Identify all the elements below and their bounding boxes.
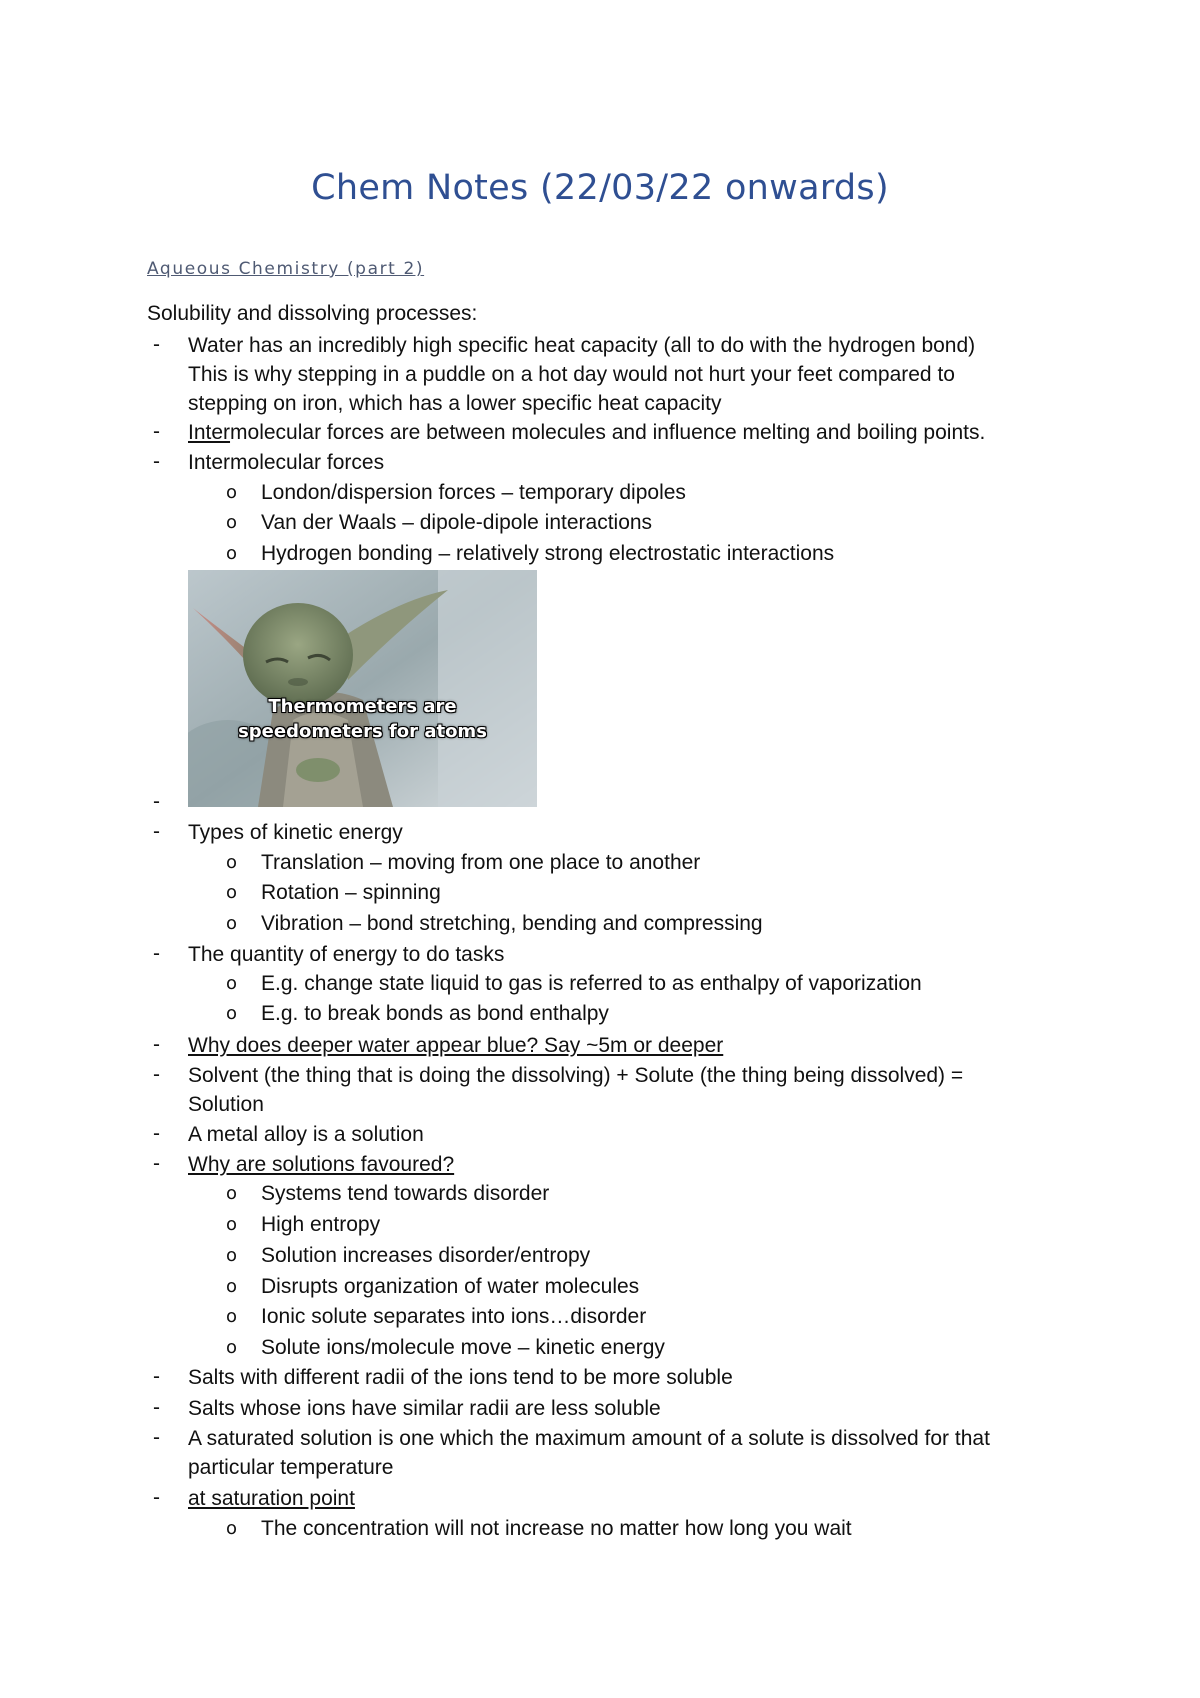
dash-marker: -	[153, 1063, 160, 1086]
underlined-prefix: Inter	[188, 421, 231, 444]
dash-marker: -	[153, 420, 160, 443]
page-title: Chem Notes (22/03/22 onwards)	[311, 168, 889, 208]
meme-caption-line: Thermometers are	[268, 696, 457, 717]
sub-list-item: Hydrogen bonding – relatively strong electrostatic interactions	[261, 542, 835, 565]
sub-list-item: Van der Waals – dipole-dipole interactions	[261, 511, 653, 534]
list-item: Types of kinetic energy	[188, 821, 403, 844]
bullet-marker: o	[226, 1183, 238, 1204]
dash-marker: -	[153, 333, 160, 356]
meme-caption	[188, 694, 537, 744]
bullet-marker: o	[226, 543, 238, 564]
dash-marker: -	[153, 1486, 160, 1509]
meme-image	[188, 570, 537, 807]
dash-marker: -	[153, 1033, 160, 1056]
bullet-marker: o	[226, 852, 238, 873]
sub-list-item: High entropy	[261, 1213, 381, 1236]
list-item: Intermolecular forces	[188, 451, 385, 474]
sub-list-item: Systems tend towards disorder	[261, 1182, 550, 1205]
list-item-underlined: Why are solutions favoured?	[188, 1153, 455, 1176]
meme-caption-line: speedometers for atoms	[238, 721, 487, 742]
sub-list-item: The concentration will not increase no matter how long you wait	[261, 1517, 852, 1540]
list-item: Salts whose ions have similar radii are less soluble	[188, 1397, 661, 1420]
baby-yoda-illustration	[188, 570, 537, 807]
sub-list-item: E.g. to break bonds as bond enthalpy	[261, 1002, 609, 1025]
list-item: A saturated solution is one which the maximum amount of a solute is dissolved for that	[188, 1427, 990, 1450]
list-item-continuation: This is why stepping in a puddle on a hot day would not hurt your feet compared to	[188, 363, 955, 386]
sub-list-item: Ionic solute separates into ions…disorder	[261, 1305, 647, 1328]
bullet-marker: o	[226, 1306, 238, 1327]
bullet-marker: o	[226, 1276, 238, 1297]
list-item: A metal alloy is a solution	[188, 1123, 424, 1146]
bullet-marker: o	[226, 913, 238, 934]
list-item: Solvent (the thing that is doing the dissolving) + Solute (the thing being dissolved) =	[188, 1064, 964, 1087]
dash-marker: -	[153, 942, 160, 965]
section-heading: Solubility and dissolving processes:	[147, 302, 478, 325]
sub-list-item: Solution increases disorder/entropy	[261, 1244, 591, 1267]
dash-marker: -	[153, 1426, 160, 1449]
list-item	[188, 420, 985, 446]
bullet-marker: o	[226, 882, 238, 903]
list-item: Water has an incredibly high specific heat capacity (all to do with the hydrogen bond)	[188, 334, 976, 357]
list-item-continuation: particular temperature	[188, 1456, 394, 1479]
bullet-marker: o	[226, 512, 238, 533]
sub-list-item: Vibration – bond stretching, bending and compressing	[261, 912, 763, 935]
dash-marker: -	[153, 1396, 160, 1419]
list-item: The quantity of energy to do tasks	[188, 943, 505, 966]
bullet-marker: o	[226, 1518, 238, 1539]
bullet-marker: o	[226, 1003, 238, 1024]
sub-list-item: London/dispersion forces – temporary dipoles	[261, 481, 686, 504]
sub-list-item: Disrupts organization of water molecules	[261, 1275, 640, 1298]
sub-list-item: Solute ions/molecule move – kinetic energy	[261, 1336, 665, 1359]
dash-marker: -	[153, 820, 160, 843]
bullet-marker: o	[226, 1214, 238, 1235]
bullet-marker: o	[226, 973, 238, 994]
sub-list-item: Translation – moving from one place to another	[261, 851, 701, 874]
dash-marker: -	[153, 450, 160, 473]
list-item-underlined: Why does deeper water appear blue? Say ~5m or deeper	[188, 1034, 724, 1057]
bullet-marker: o	[226, 1337, 238, 1358]
list-item: Salts with different radii of the ions tend to be more soluble	[188, 1366, 733, 1389]
dash-marker: -	[153, 1365, 160, 1388]
sub-list-item: Rotation – spinning	[261, 881, 441, 904]
list-item-rest: molecular forces are between molecules and influence melting and boiling points.	[230, 421, 986, 444]
list-item-continuation: stepping on iron, which has a lower specific heat capacity	[188, 392, 722, 415]
list-item-underlined: at saturation point	[188, 1487, 355, 1510]
sub-list-item: E.g. change state liquid to gas is referred to as enthalpy of vaporization	[261, 972, 922, 995]
list-item-continuation: Solution	[188, 1093, 264, 1116]
bullet-marker: o	[226, 482, 238, 503]
dash-marker: -	[153, 790, 160, 813]
bullet-marker: o	[226, 1245, 238, 1266]
section-subtitle: Aqueous Chemistry (part 2)	[147, 259, 425, 279]
dash-marker: -	[153, 1122, 160, 1145]
dash-marker: -	[153, 1152, 160, 1175]
